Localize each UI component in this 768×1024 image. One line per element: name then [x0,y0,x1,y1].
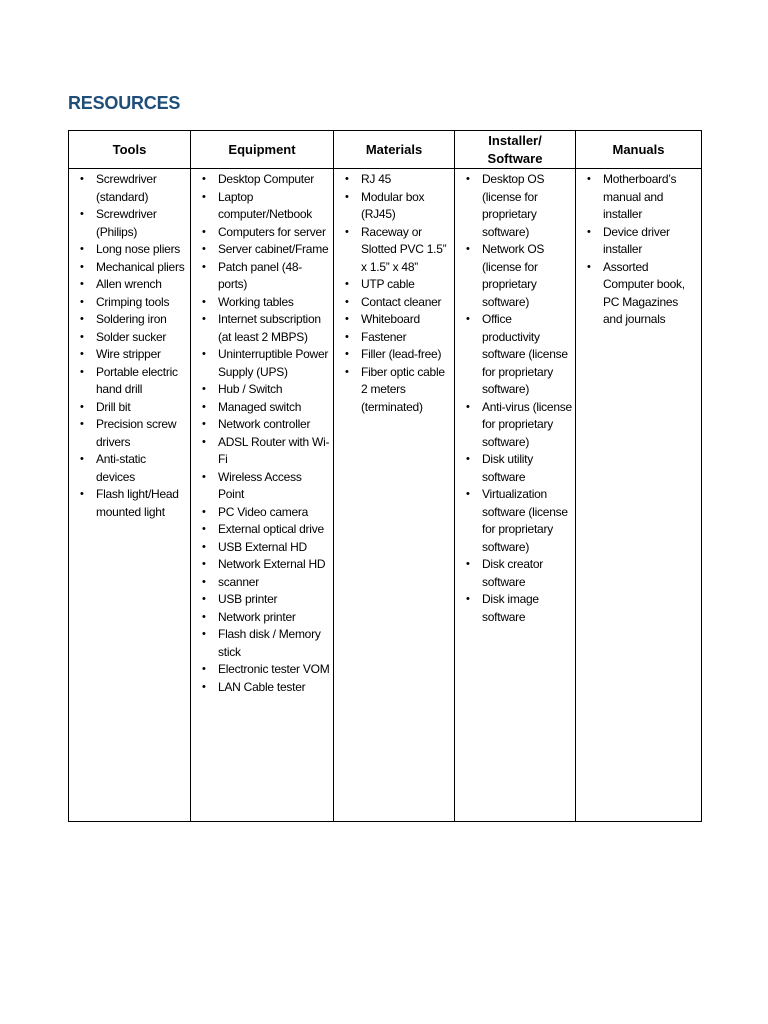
equipment-list-item: • External optical drive [196,521,330,539]
tools-list-item: • Soldering iron [74,311,187,329]
equipment-cell [191,169,334,822]
equipment-list-item: • Flash disk / Memory stick [196,626,330,661]
column-header-tools: Tools [69,131,191,169]
installer-software-list-item: • Virtualization software (license for proprietary software) [460,486,572,556]
manuals-list [581,171,698,329]
installer-software-list-item: • Disk creator software [460,556,572,591]
equipment-list-item: • LAN Cable tester [196,679,330,697]
materials-list-item: • Raceway or Slotted PVC 1.5” x 1.5” x 48” [339,224,451,277]
materials-list-item: • Modular box (RJ45) [339,189,451,224]
equipment-list-item: • Uninterruptible Power Supply (UPS) [196,346,330,381]
resources-table [68,130,702,822]
tools-list-item: • Screwdriver (Philips) [74,206,187,241]
installer-software-list-item: • Office productivity software (license for proprietary software) [460,311,572,399]
tools-list-item: • Flash light/Head mounted light [74,486,187,521]
tools-list-item: • Precision screw drivers [74,416,187,451]
content-row [69,169,702,822]
tools-list-item: • Wire stripper [74,346,187,364]
installer-software-list-item: • Network OS (license for proprietary software) [460,241,572,311]
equipment-list-item: • Working tables [196,294,330,312]
column-header-manuals: Manuals [576,131,702,169]
materials-list-item: • RJ 45 [339,171,451,189]
tools-list-item: • Anti-static devices [74,451,187,486]
column-header-materials: Materials [334,131,455,169]
tools-list-item: • Crimping tools [74,294,187,312]
installer-software-list-item: • Anti-virus (license for proprietary software) [460,399,572,452]
equipment-list-item: • Hub / Switch [196,381,330,399]
tools-cell [69,169,191,822]
equipment-list-item: • ADSL Router with Wi-Fi [196,434,330,469]
tools-list-item: • Drill bit [74,399,187,417]
materials-cell [334,169,455,822]
manuals-list-item: • Device driver installer [581,224,698,259]
tools-list [74,171,187,521]
equipment-list-item: • Network controller [196,416,330,434]
materials-list-item: • Filler (lead-free) [339,346,451,364]
tools-list-item: • Long nose pliers [74,241,187,259]
installer-software-list-item: • Disk image software [460,591,572,626]
equipment-list-item: • Internet subscription (at least 2 MBPS) [196,311,330,346]
equipment-list [196,171,330,696]
equipment-list-item: • USB External HD [196,539,330,557]
equipment-list-item: • Wireless Access Point [196,469,330,504]
installer-software-list-item: • Disk utility software [460,451,572,486]
equipment-list-item: • Electronic tester VOM [196,661,330,679]
materials-list-item: • UTP cable [339,276,451,294]
manuals-cell [576,169,702,822]
materials-list [339,171,451,416]
manuals-list-item: • Motherboard’s manual and installer [581,171,698,224]
column-header-installer-software: Installer/ Software [455,131,576,169]
equipment-list-item: • Laptop computer/Netbook [196,189,330,224]
equipment-list-item: • Network External HD [196,556,330,574]
materials-list-item: • Contact cleaner [339,294,451,312]
equipment-list-item: • scanner [196,574,330,592]
tools-list-item: • Allen wrench [74,276,187,294]
installer-software-list [460,171,572,626]
equipment-list-item: • Computers for server [196,224,330,242]
materials-list-item: • Fiber optic cable 2 meters (terminated) [339,364,451,417]
tools-list-item: • Portable electric hand drill [74,364,187,399]
materials-list-item: • Fastener [339,329,451,347]
equipment-list-item: • PC Video camera [196,504,330,522]
section-heading: RESOURCES [68,93,181,113]
tools-list-item: • Mechanical pliers [74,259,187,277]
equipment-list-item: • Server cabinet/Frame [196,241,330,259]
materials-list-item: • Whiteboard [339,311,451,329]
equipment-list-item: • USB printer [196,591,330,609]
installer-software-list-item: • Desktop OS (license for proprietary software) [460,171,572,241]
tools-list-item: • Solder sucker [74,329,187,347]
tools-list-item: • Screwdriver (standard) [74,171,187,206]
equipment-list-item: • Desktop Computer [196,171,330,189]
equipment-list-item: • Patch panel (48-ports) [196,259,330,294]
header-row [69,131,702,169]
equipment-list-item: • Managed switch [196,399,330,417]
manuals-list-item: • Assorted Computer book, PC Magazines and journals [581,259,698,329]
equipment-list-item: • Network printer [196,609,330,627]
installer-software-cell [455,169,576,822]
column-header-equipment: Equipment [191,131,334,169]
